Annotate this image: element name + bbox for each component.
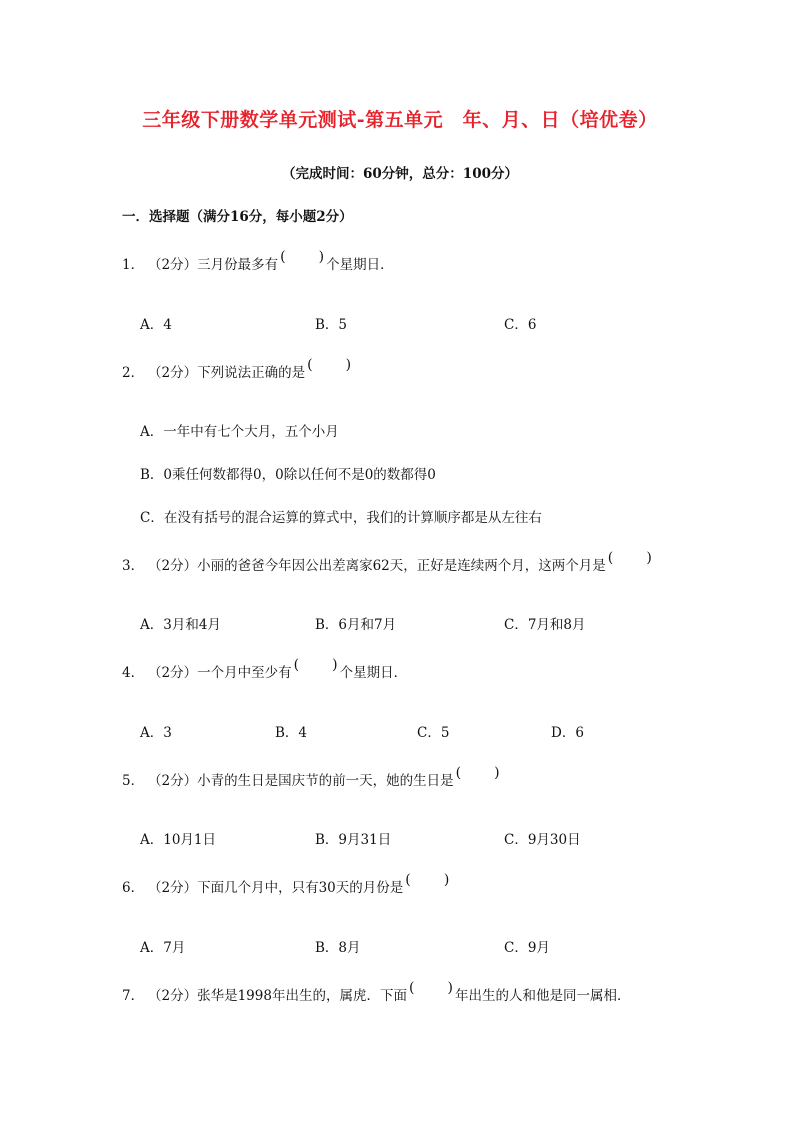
page-subtitle: （完成时间：60分钟，总分：100分） <box>282 166 518 182</box>
answer-blank[interactable]: ( ) <box>307 357 352 373</box>
question-score: （2分） <box>148 558 198 574</box>
question-text: 小青的生日是国庆节的前一天，她的生日是 <box>197 773 454 789</box>
question-number: 2． <box>122 365 145 381</box>
question-2 <box>122 357 353 384</box>
option-c: C．5 <box>417 725 450 741</box>
question-5 <box>122 765 502 792</box>
question-text: 一个月中至少有 <box>197 665 292 681</box>
question-score: （2分） <box>148 880 198 896</box>
question-7 <box>122 980 631 1007</box>
option-b: B．5 <box>315 317 348 333</box>
option-a: A．4 <box>140 317 172 333</box>
answer-blank[interactable]: ( ) <box>293 657 338 673</box>
question-text-after: 个星期日． <box>339 665 408 681</box>
question-score: （2分） <box>148 773 198 789</box>
answer-blank[interactable]: ( ) <box>607 550 652 566</box>
question-text: 下列说法正确的是 <box>197 365 306 381</box>
question-number: 7． <box>122 988 145 1004</box>
question-number: 1． <box>122 257 145 273</box>
option-a: A．一年中有七个大月，五个小月 <box>140 424 339 440</box>
option-c: C．在没有括号的混合运算的算式中，我们的计算顺序都是从左往右 <box>140 510 542 526</box>
option-b: B．8月 <box>315 940 361 956</box>
option-a: A．3月和4月 <box>140 617 221 633</box>
question-score: （2分） <box>148 665 198 681</box>
question-number: 4． <box>122 665 145 681</box>
page-title: 三年级下册数学单元测试-第五单元 年、月、日（培优卷） <box>142 109 658 131</box>
option-c: C．7月和8月 <box>504 617 586 633</box>
option-c: C．9月30日 <box>504 832 581 848</box>
option-a: A．3 <box>140 725 172 741</box>
question-text-after: 年出生的人和他是同一属相． <box>454 988 631 1004</box>
option-b: B．4 <box>275 725 308 741</box>
option-c: C．6 <box>504 317 537 333</box>
question-text: 张华是1998年出生的，属虎．下面 <box>197 988 407 1004</box>
option-b: B．6月和7月 <box>315 617 397 633</box>
question-score: （2分） <box>148 365 198 381</box>
answer-blank[interactable]: ( ) <box>455 765 500 781</box>
question-number: 6． <box>122 880 145 896</box>
section-heading: 一．选择题（满分16分，每小题2分） <box>122 209 353 225</box>
question-number: 5． <box>122 773 145 789</box>
option-d: D．6 <box>551 725 584 741</box>
option-b: B．0乘任何数都得0，0除以任何不是0的数都得0 <box>140 467 436 483</box>
question-6 <box>122 872 451 899</box>
question-score: （2分） <box>148 257 198 273</box>
option-a: A．10月1日 <box>140 832 217 848</box>
question-number: 3． <box>122 558 145 574</box>
answer-blank[interactable]: ( ) <box>405 872 450 888</box>
question-1 <box>122 249 394 276</box>
answer-blank[interactable]: ( ) <box>280 249 325 265</box>
option-a: A．7月 <box>140 940 186 956</box>
option-c: C．9月 <box>504 940 550 956</box>
question-4 <box>122 657 408 684</box>
question-text: 三月份最多有 <box>197 257 279 273</box>
option-b: B．9月31日 <box>315 832 392 848</box>
question-score: （2分） <box>148 988 198 1004</box>
question-text-after: 个星期日． <box>326 257 394 273</box>
question-text: 下面几个月中，只有30天的月份是 <box>197 880 404 896</box>
answer-blank[interactable]: ( ) <box>408 980 453 996</box>
question-text: 小丽的爸爸今年因公出差离家62天，正好是连续两个月，这两个月是 <box>197 558 606 574</box>
question-3 <box>122 550 654 577</box>
